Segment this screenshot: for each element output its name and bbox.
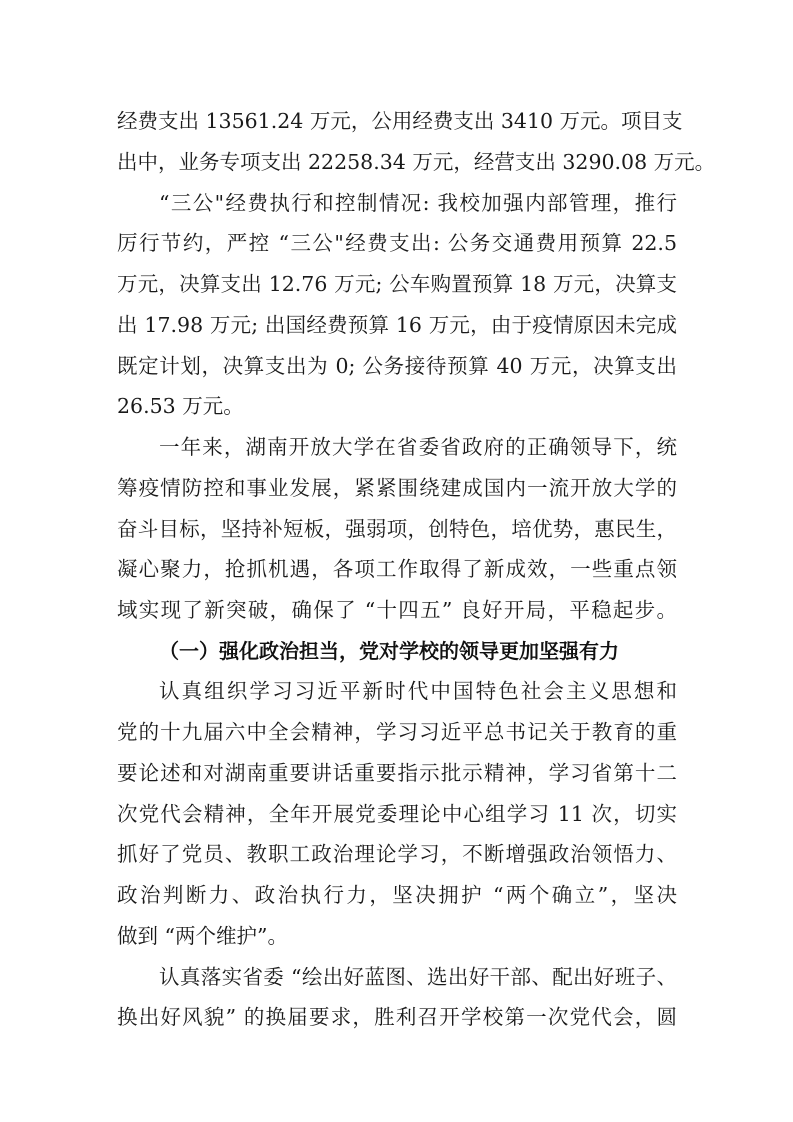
text-line: 经费支出 13561.24 万元，公用经费支出 3410 万元。项目支 — [117, 109, 683, 133]
text-line: 一年来，湖南开放大学在省委省政府的正确领导下，统 — [159, 435, 677, 459]
text-line: 出 17.98 万元; 出国经费预算 16 万元，由于疫情原因未完成 — [117, 313, 677, 337]
text-line: 厉行节约，严控 “三公"经费支出: 公务交通费用预算 22.5 — [117, 231, 677, 255]
text-line: 筹疫情防控和事业发展，紧紧围绕建成国内一流开放大学的 — [117, 476, 677, 500]
text-line: 认真落实省委 “绘出好蓝图、选出好干部、配出好班子、 — [159, 965, 677, 989]
text-line: 认真组织学习习近平新时代中国特色社会主义思想和 — [159, 679, 677, 703]
text-line: 26.53 万元。 — [117, 394, 244, 418]
text-line: 万元，决算支出 12.76 万元; 公车购置预算 18 万元，决算支 — [117, 272, 677, 296]
text-line: 党的十九届六中全会精神，学习习近平总书记关于教育的重 — [117, 720, 677, 744]
text-line: 抓好了党员、教职工政治理论学习，不断增强政治领悟力、 — [117, 842, 677, 866]
section-heading: （一）强化政治担当，党对学校的领导更加坚强有力 — [159, 639, 619, 663]
text-line: 要论述和对湖南重要讲话重要指示批示精神，学习省第十二 — [117, 761, 677, 785]
text-line: “三公"经费执行和控制情况: 我校加强内部管理，推行 — [159, 191, 677, 215]
text-line: 政治判断力、政治执行力，坚决拥护 “两个确立”，坚决 — [117, 883, 677, 907]
text-line: 出中，业务专项支出 22258.34 万元，经营支出 3290.08 万元。 — [117, 150, 716, 174]
text-line: 奋斗目标，坚持补短板，强弱项，创特色，培优势，惠民生， — [117, 517, 677, 541]
text-line: 域实现了新突破，确保了 “十四五” 良好开局，平稳起步。 — [117, 598, 677, 622]
text-line: 凝心聚力，抢抓机遇，各项工作取得了新成效，一些重点领 — [117, 557, 677, 581]
text-line: 换出好风貌” 的换届要求，胜利召开学校第一次党代会，圆 — [117, 1005, 677, 1029]
text-line: 次党代会精神，全年开展党委理论中心组学习 11 次，切实 — [117, 802, 677, 826]
text-line: 做到 “两个维护”。 — [117, 924, 288, 948]
text-line: 既定计划，决算支出为 0; 公务接待预算 40 万元，决算支出 — [117, 354, 677, 378]
